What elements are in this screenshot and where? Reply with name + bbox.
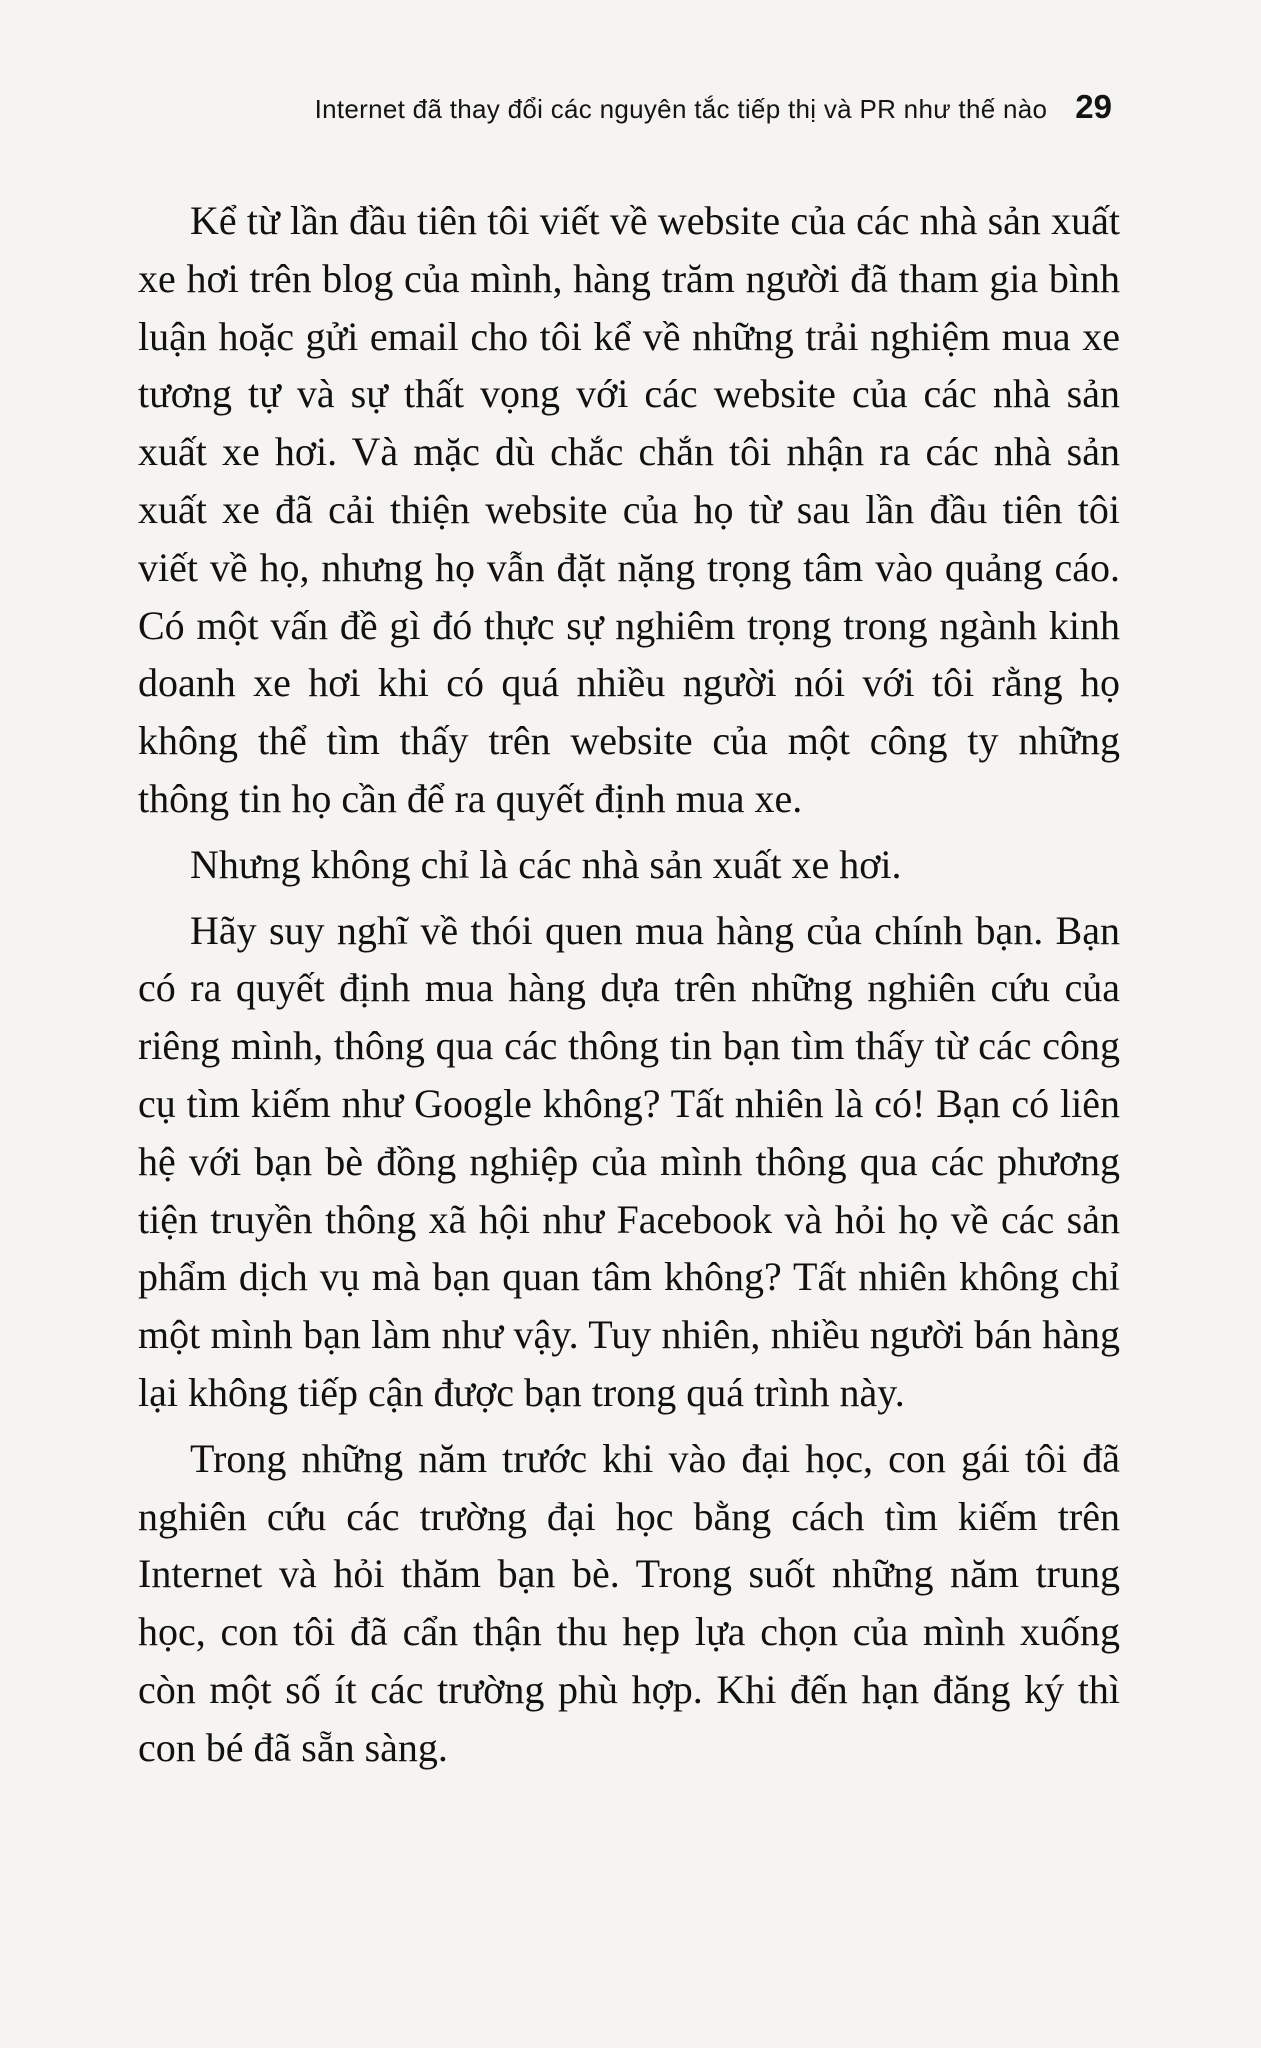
paragraph: Hãy suy nghĩ về thói quen mua hàng của chính bạn. Bạn có ra quyết định mua hàng dựa trên những nghiên cứu của riêng mình, thông qua các thông tin bạn tìm thấy từ các công cụ tìm kiếm như Google không? Tất nhiên là có! Bạn có liên hệ với bạn bè đồng nghiệp của mình thông qua các phương tiện truyền thông xã hội như Facebook và hỏi họ về các sản phẩm dịch vụ mà bạn quan tâm không? Tất nhiên không chỉ một mình bạn làm như vậy. Tuy nhiên, nhiều người bán hàng lại không tiếp cận được bạn trong quá trình này.: [138, 907, 1120, 1415]
page-header: [192, 88, 1112, 136]
body-text: [138, 192, 1120, 1785]
paragraph: Trong những năm trước khi vào đại học, con gái tôi đã nghiên cứu các trường đại học bằng cách tìm kiếm trên Internet và hỏi thăm bạn bè. Trong suốt những năm trung học, con tôi đã cẩn thận thu hẹp lựa chọn của mình xuống còn một số ít các trường phù hợp. Khi đến hạn đăng ký thì con bé đã sẵn sàng.: [138, 1435, 1120, 1770]
paragraph: Kể từ lần đầu tiên tôi viết về website của các nhà sản xuất xe hơi trên blog của mình, hàng trăm người đã tham gia bình luận hoặc gửi email cho tôi kể về những trải nghiệm mua xe tương tự và sự thất vọng với các website của các nhà sản xuất xe hơi. Và mặc dù chắc chắn tôi nhận ra các nhà sản xuất xe đã cải thiện website của họ từ sau lần đầu tiên tôi viết về họ, nhưng họ vẫn đặt nặng trọng tâm vào quảng cáo. Có một vấn đề gì đó thực sự nghiêm trọng trong ngành kinh doanh xe hơi khi có quá nhiều người nói với tôi rằng họ không thể tìm thấy trên website của một công ty những thông tin họ cần để ra quyết định mua xe.: [138, 198, 1120, 821]
paragraph: Nhưng không chỉ là các nhà sản xuất xe hơi.: [190, 841, 902, 887]
page-number: 29: [1075, 88, 1112, 125]
running-title: Internet đã thay đổi các nguyên tắc tiếp thị và PR như thế nào: [314, 94, 1048, 124]
